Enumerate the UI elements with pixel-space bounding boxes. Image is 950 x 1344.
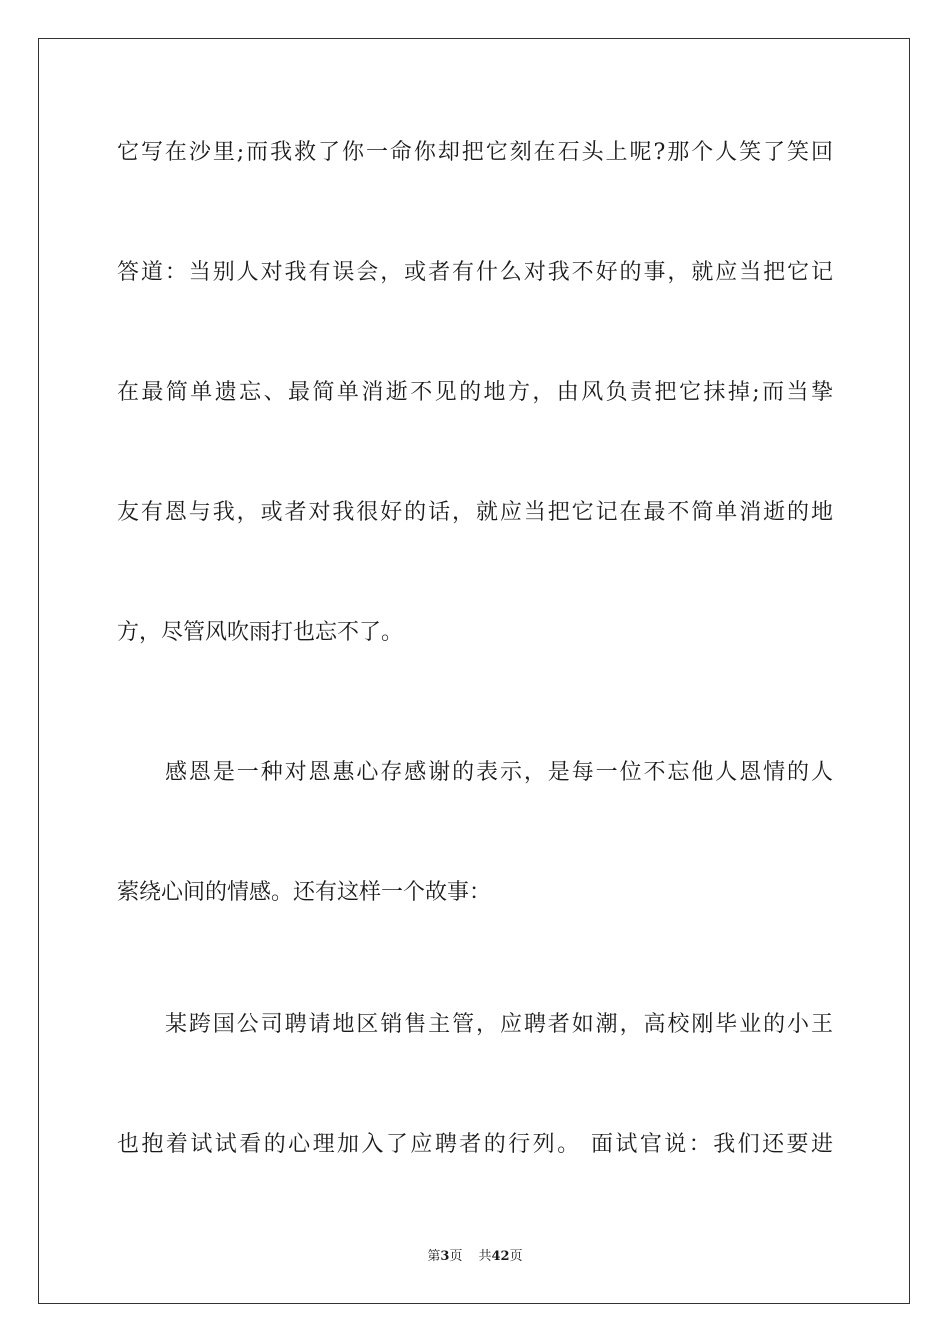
page-frame [38,38,910,1304]
text-line-4: 友有恩与我，或者对我很好的话，就应当把它记在最不简单消逝的地 [117,500,833,525]
text-line-3: 在最简单遗忘、最简单消逝不见的地方，由风负责把它抹掉;而当挚 [117,380,833,405]
text-line-2: 答道：当别人对我有误会，或者有什么对我不好的事，就应当把它记 [117,260,833,285]
page-number: 3 [440,1249,450,1264]
text-line-5: 方，尽管风吹雨打也忘不了。 [117,620,404,645]
text-line-8: 某跨国公司聘请地区销售主管，应聘者如潮，高校刚毕业的小王 [165,1012,833,1037]
total-suffix: 页 [509,1249,523,1264]
page-suffix: 页 [449,1249,463,1264]
page-footer [0,1248,950,1266]
text-line-9: 也抱着试试看的心理加入了应聘者的行列。 面试官说：我们还要进 [117,1132,833,1157]
text-line-6: 感恩是一种对恩惠心存感谢的表示，是每一位不忘他人恩情的人 [165,760,833,785]
text-line-1: 它写在沙里;而我救了你一命你却把它刻在石头上呢?那个人笑了笑回 [117,140,833,165]
text-line-7: 萦绕心间的情感。还有这样一个故事： [117,880,492,905]
total-prefix: 共 [478,1249,492,1264]
page-prefix: 第 [427,1249,441,1264]
total-pages: 42 [491,1249,510,1264]
